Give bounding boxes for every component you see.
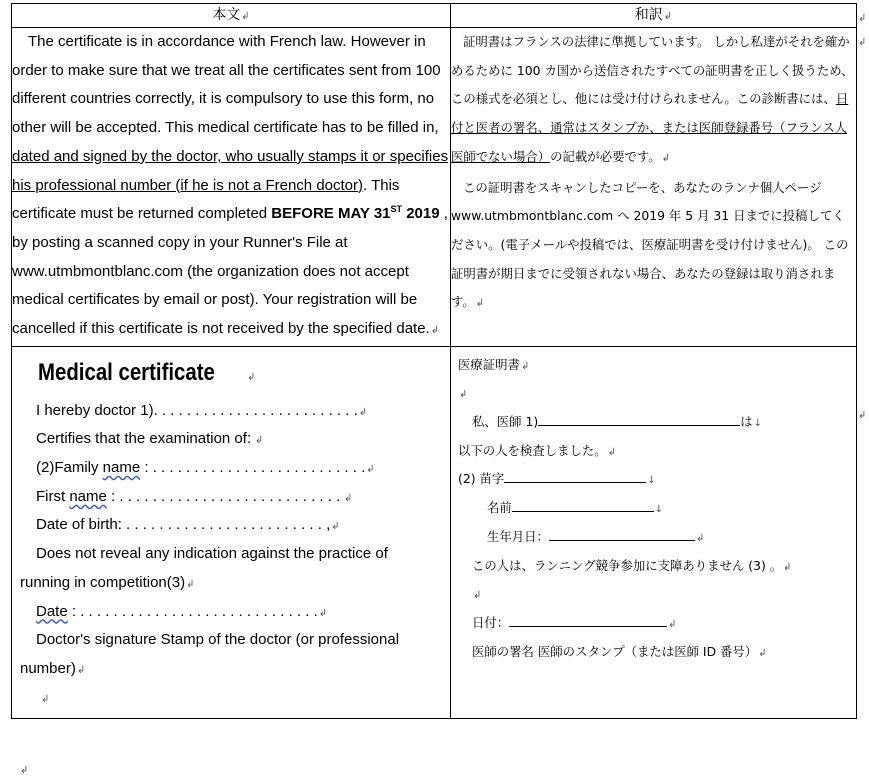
- form-jp-first-name-line: 名前 ↓: [458, 494, 850, 523]
- translation-table: [11, 3, 857, 719]
- form-en-birth-line: Date of birth: . . . . . . . . . . . . . . . . . . . . . . . . ,↲: [36, 516, 340, 534]
- first-name-blank-line: [512, 497, 654, 512]
- intro-row: [12, 28, 857, 347]
- intro-japanese-cell: [451, 28, 857, 347]
- form-jp-examination-line: 以下の人を検査しました。↲: [458, 442, 617, 458]
- form-en-signature-line: Doctor's signature Stamp of the doctor (or professional: [36, 631, 400, 649]
- form-row: [12, 346, 857, 719]
- date-blank-line: [509, 612, 667, 627]
- form-jp-signature-line: 医師の署名 医師のスタンプ（または医師 ID 番号）↲: [472, 643, 767, 659]
- form-en-examination-line: Certifies that the examination of: ↲: [36, 430, 264, 448]
- header-row: [12, 4, 857, 28]
- form-en-date-line: Date : . . . . . . . . . . . . . . . . . . . . . . . . . . . . .↲: [36, 602, 328, 620]
- row-end-mark: ↲: [858, 37, 867, 48]
- form-jp-eligibility-line: この人は、ランニング競争参加に支障ありません (3) 。↲: [472, 557, 792, 573]
- form-en-running-line: running in competition(3)↲: [20, 573, 195, 591]
- birth-blank-line: [549, 526, 695, 541]
- row-end-mark: ↲: [858, 410, 867, 421]
- form-en-family-name-line: (2)Family name : . . . . . . . . . . . . . . . . . . . . . . . . . .↲: [36, 459, 375, 477]
- intro-japanese-p1: 証明書はフランスの法律に準拠しています。 しかし私達がそれを確かめるために 100 カ国から送信されたすべての証明書を正しく扱うため、この様式を必須とし、他には受け付けられません。この診断書には、日付と医者の署名、通常はスタンプか、または医師登録番号（フランス人医師でない場合）の記載が必要です。↲: [451, 34, 854, 164]
- form-jp-family-name-line: (2) 苗字 ↓: [458, 465, 850, 494]
- intro-english-text: The certificate is in accordance with French law. However in order to make sure that we treat all the certificates sent from 100 different countries correctly, it is compulsory to use this form, no other will be accepted. This medical certificate has to be filled in, dated and signed by the doctor, who usually stamps it or specifies his professional number (if he is not a French doctor). This certificate must be returned completed BEFORE MAY 31ST 2019 , by posting a scanned copy in your Runner's File at www.utmbmontblanc.com (the organization does not accept medical certificates by email or post). Your registration will be cancelled if this certificate is not received by the specified date.↲: [12, 33, 449, 338]
- intro-english-cell: [12, 28, 451, 347]
- form-title-japanese: 医療証明書↲: [458, 356, 530, 372]
- paragraph-mark: ↲: [20, 765, 29, 776]
- form-jp-doctor-line: 私、医師 1) は↓: [458, 408, 850, 437]
- form-jp-date-line: 日付： ↲: [458, 609, 850, 638]
- form-title-english: Medical certificate: [38, 358, 215, 386]
- header-original: 本文↲: [12, 4, 451, 28]
- form-jp-birth-line: 生年月日： ↲: [458, 523, 850, 552]
- form-en-doctor-line: I hereby doctor 1). . . . . . . . . . . . . . . . . . . . . . . . .↲: [36, 401, 368, 419]
- doctor-blank-line: [538, 411, 740, 426]
- form-en-number-line: number)↲: [20, 659, 86, 677]
- form-english-cell: Medical certificate ↲ I hereby doctor 1). . . . . . . . . . . . . . . . . . . . . . . . .↲ Certifies that the examination of: ↲ (2)Family name : . . . . . . . . . . . . . . . . . . . . . . . . . .↲ First name : . . . . . . . . . . . . . . . . . . . . . . . . . . . ↲ Date of birth: . . . . . . . . . . . . . . . . . . . . . . . . ,↲ Does not reveal any indication against the practice of running in competition(3)↲ Date : . . . . . . . . . . . . . . . . . . . . . . . . . . . . .↲ Doctor's signature Stamp of the doctor (or professional number)↲ ↲: [12, 346, 451, 719]
- family-name-blank-line: [504, 468, 646, 483]
- row-end-mark: ↲: [858, 13, 867, 24]
- intro-japanese-p2: この証明書をスキャンしたコピーを、あなたのランナ個人ページ www.utmbmontblanc.com へ 2019 年 5 月 31 日までに投稿してください。(電子メールや投稿では、医療証明書を受け付けません)。 この証明書が期日までに受領されない場合、あなたの登録は取り消されます。↲: [451, 179, 849, 310]
- form-en-indication-line: Does not reveal any indication against the practice of: [36, 545, 388, 563]
- header-translation: 和訳↲: [451, 4, 857, 28]
- form-en-first-name-line: First name : . . . . . . . . . . . . . . . . . . . . . . . . . . . ↲: [36, 487, 353, 505]
- form-japanese-cell: 医療証明書↲ ↲ 私、医師 1) は↓ 以下の人を検査しました。↲ (2) 苗字 ↓ 名前 ↓ 生年月日： ↲ この人は、ランニング競争参加に支障ありません (3) 。↲ ↲ 日付： ↲ 医師の署名 医師のスタンプ（または医師 ID 番号）↲: [451, 346, 857, 719]
